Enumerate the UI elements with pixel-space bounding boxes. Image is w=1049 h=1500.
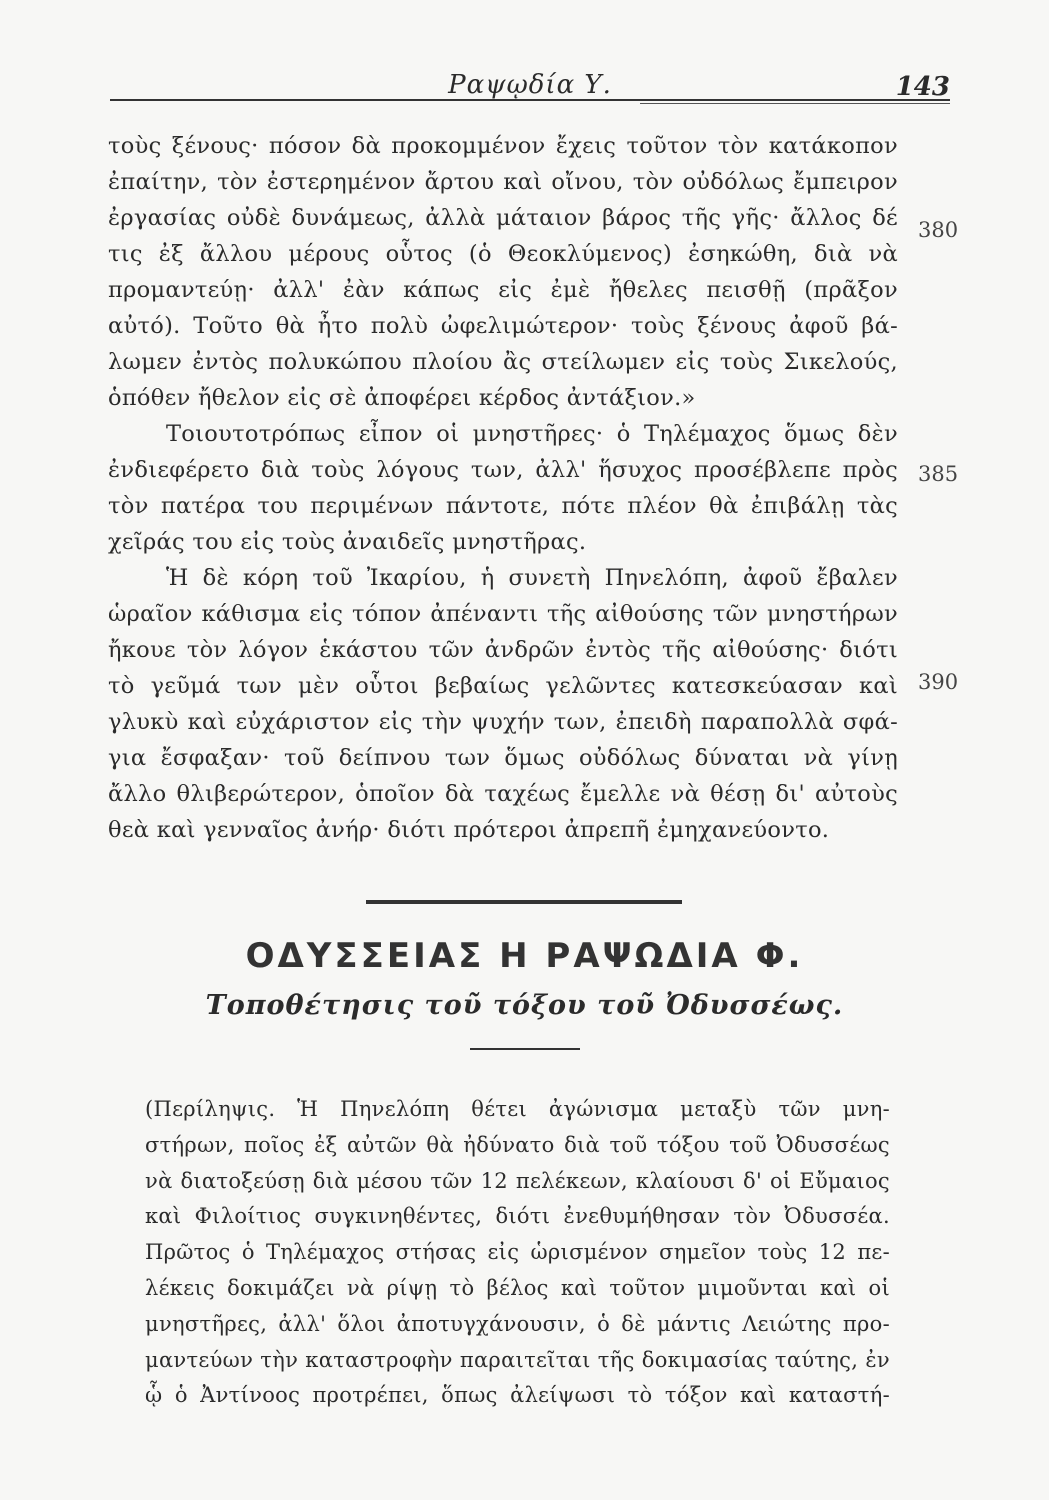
text-line: τὸν πατέρα του περιμένων πάντοτε, πότε πλέον θὰ ἐπιβάλῃ τὰς bbox=[108, 493, 898, 519]
summary-line: μαντεύων τὴν καταστροφὴν παραιτεῖται τῆς δοκιμασίας ταύτης, ἐν bbox=[145, 1347, 890, 1372]
page-number: 143 bbox=[895, 72, 950, 102]
line-number-385: 385 bbox=[918, 462, 959, 486]
subtitle-divider bbox=[470, 1048, 580, 1050]
text-line: τοὺς ξένους· πόσον δὰ προκομμένον ἔχεις τοῦτον τὸν κατάκοπον bbox=[108, 133, 898, 159]
text-line: ὡραῖον κάθισμα εἰς τόπον ἀπέναντι τῆς αἰθούσης τῶν μνηστήρων bbox=[108, 601, 898, 627]
text-line: θεὰ καὶ γενναῖος ἀνήρ· διότι πρότεροι ἀπρεπῆ ἐμηχανεύοντο. bbox=[108, 817, 830, 843]
line-number-380: 380 bbox=[918, 218, 959, 242]
text-line: ἐνδιεφέρετο διὰ τοὺς λόγους των, ἀλλ' ἥσυχος προσέβλεπε πρὸς bbox=[108, 457, 898, 483]
line-number-390: 390 bbox=[918, 670, 959, 694]
text-line: ὁπόθεν ἤθελον εἰς σὲ ἀποφέρει κέρδος ἀντάξιον.» bbox=[108, 385, 696, 411]
summary-line: νὰ διατοξεύσῃ διὰ μέσου τῶν 12 πελέκεων, κλαίουσι δ' οἱ Εὔμαιος bbox=[145, 1168, 890, 1193]
text-line: γλυκὺ καὶ εὐχάριστον εἰς τὴν ψυχήν των, ἐπειδὴ παραπολλὰ σφά- bbox=[108, 709, 898, 735]
text-line: ἐπαίτην, τὸν ἐστερημένον ἄρτου καὶ οἴνου, τὸν οὐδόλως ἔμπειρον bbox=[108, 169, 898, 195]
text-line: λωμεν ἐντὸς πολυκώπου πλοίου ἂς στείλωμεν εἰς τοὺς Σικελούς, bbox=[108, 349, 898, 375]
text-line: για ἔσφαξαν· τοῦ δείπνου των ὅμως οὐδόλως δύναται νὰ γίνῃ bbox=[108, 745, 898, 771]
text-line: Τοιουτοτρόπως εἶπον οἱ μνηστῆρες· ὁ Τηλέμαχος ὅμως δὲν bbox=[166, 421, 898, 447]
summary-line: ᾧ ὁ Ἀντίνοος προτρέπει, ὅπως ἀλείψωσι τὸ τόξον καὶ καταστή- bbox=[145, 1383, 890, 1408]
text-line: ἤκουε τὸν λόγον ἑκάστου τῶν ἀνδρῶν ἐντὸς τῆς αἰθούσης· διότι bbox=[108, 637, 898, 663]
summary-line: (Περίληψις. Ἡ Πηνελόπη θέτει ἀγώνισμα μεταξὺ τῶν μνη- bbox=[145, 1097, 890, 1121]
text-line: ἐργασίας οὐδὲ δυνάμεως, ἀλλὰ μάταιον βάρος τῆς γῆς· ἄλλος δέ bbox=[108, 205, 898, 231]
running-title: Ραψῳδία Υ. bbox=[448, 70, 612, 100]
main-text bbox=[108, 128, 898, 848]
text-line: χεῖράς του εἰς τοὺς ἀναιδεῖς μνηστῆρας. bbox=[108, 529, 587, 555]
summary-line: Πρῶτος ὁ Τηλέμαχος στήσας εἰς ὡρισμένον σημεῖον τοὺς 12 πε- bbox=[145, 1240, 890, 1265]
text-line: τὸ γεῦμά των μὲν οὗτοι βεβαίως γελῶντες κατεσκεύασαν καὶ bbox=[108, 673, 898, 699]
text-line: αὐτό). Τοῦτο θὰ ἦτο πολὺ ὠφελιμώτερον· τοὺς ξένους ἀφοῦ βά- bbox=[108, 313, 898, 339]
section-subtitle: Τοποθέτησις τοῦ τόξου τοῦ Ὀδυσσέως. bbox=[205, 990, 844, 1021]
summary-text bbox=[145, 1092, 890, 1414]
text-line: Ἡ δὲ κόρη τοῦ Ἰκαρίου, ἡ συνετὴ Πηνελόπη, ἀφοῦ ἔβαλεν bbox=[166, 565, 898, 591]
summary-line: στήρων, ποῖος ἐξ αὐτῶν θὰ ἠδύνατο διὰ τοῦ τόξου τοῦ Ὀδυσσέως bbox=[145, 1132, 890, 1157]
text-line: προμαντεύῃ· ἀλλ' ἐὰν κάπως εἰς ἐμὲ ἤθελες πεισθῇ (πρᾶξον bbox=[108, 277, 898, 303]
header-rule bbox=[110, 99, 950, 101]
text-line: τις ἐξ ἄλλου μέρους οὗτος (ὁ Θεοκλύμενος) ἐσηκώθη, διὰ νὰ bbox=[108, 241, 898, 267]
text-line: ἄλλο θλιβερώτερον, ὁποῖον δὰ ταχέως ἔμελλε νὰ θέσῃ δι' αὐτοὺς bbox=[108, 781, 898, 807]
header-rule-secondary bbox=[640, 103, 950, 104]
section-divider bbox=[366, 900, 682, 904]
summary-line: μνηστῆρες, ἀλλ' ὅλοι ἀποτυγχάνουσιν, ὁ δὲ μάντις Λειώτης προ- bbox=[145, 1311, 890, 1336]
section-title: ΟΔΥΣΣΕΙΑΣ Η ΡΑΨΩΔΙΑ Φ. bbox=[245, 936, 804, 976]
summary-line: λέκεις δοκιμάζει νὰ ρίψῃ τὸ βέλος καὶ τοῦτον μιμοῦνται καὶ οἱ bbox=[145, 1275, 890, 1300]
summary-line: καὶ Φιλοίτιος συγκινηθέντες, διότι ἐνεθυμήθησαν τὸν Ὀδυσσέα. bbox=[145, 1204, 890, 1229]
